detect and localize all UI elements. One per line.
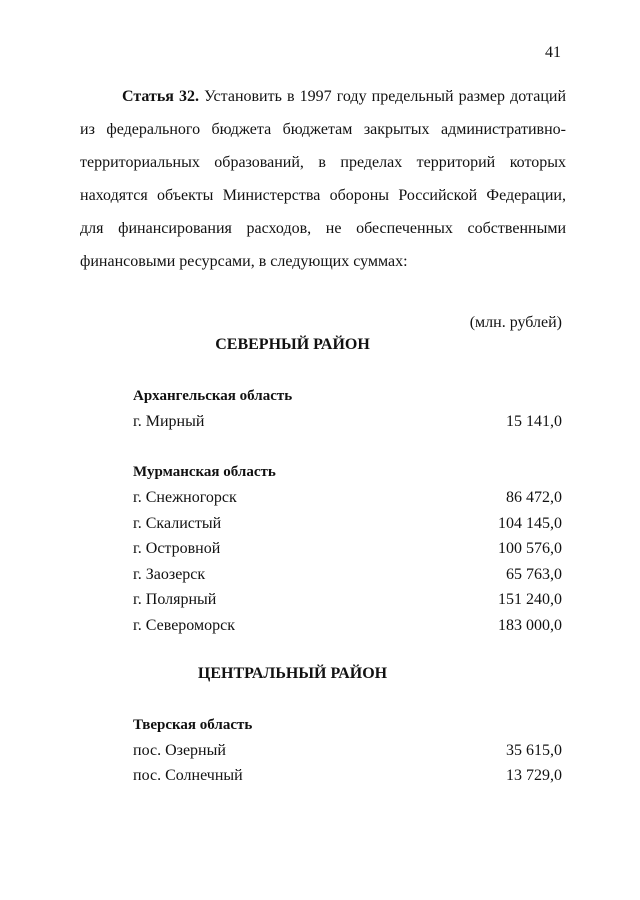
table-row — [133, 742, 562, 762]
table-row — [133, 617, 562, 637]
subsidy-amount: 151 240,0 — [498, 591, 562, 608]
article-text: Установить в 1997 году предельный размер дотаций из федерального бюджета бюджетам закрытых административно-территориальных образований, в пределах территорий которых находятся объекты Министерства обороны Российской Федерации, для финансирования расходов, не обеспеченных собственными финансовыми ресурсами, в следующих суммах: — [80, 88, 566, 270]
article-label: Статья 32. — [122, 88, 200, 105]
oblast-heading: Тверская область — [133, 717, 253, 733]
subsidy-amount: 35 615,0 — [506, 742, 562, 759]
settlement-name: пос. Озерный — [133, 742, 226, 759]
settlement-name: г. Заозерск — [133, 566, 206, 583]
settlement-name: г. Полярный — [133, 591, 217, 608]
settlement-name: г. Островной — [133, 540, 221, 557]
settlement-name: пос. Солнечный — [133, 767, 243, 784]
settlement-name: г. Снежногорск — [133, 489, 237, 506]
subsidy-amount: 15 141,0 — [506, 413, 562, 430]
table-row — [133, 515, 562, 535]
page-number: 41 — [545, 44, 561, 61]
subsidy-amount: 104 145,0 — [498, 515, 562, 532]
region-title-central: ЦЕНТРАЛЬНЫЙ РАЙОН — [197, 665, 388, 682]
subsidy-amount: 13 729,0 — [506, 767, 562, 784]
unit-label: (млн. рублей) — [469, 314, 562, 331]
oblast-heading: Архангельская область — [133, 388, 293, 404]
subsidy-amount: 100 576,0 — [498, 540, 562, 557]
subsidy-amount: 183 000,0 — [498, 617, 562, 634]
table-row — [133, 489, 562, 509]
table-row — [133, 767, 562, 787]
table-row — [133, 540, 562, 560]
table-row — [133, 413, 562, 433]
table-row — [133, 566, 562, 586]
settlement-name: г. Североморск — [133, 617, 235, 634]
settlement-name: г. Скалистый — [133, 515, 222, 532]
table-row — [133, 591, 562, 611]
settlement-name: г. Мирный — [133, 413, 205, 430]
subsidy-amount: 65 763,0 — [506, 566, 562, 583]
subsidy-amount: 86 472,0 — [506, 489, 562, 506]
oblast-heading: Мурманская область — [133, 464, 276, 480]
region-title-north: СЕВЕРНЫЙ РАЙОН — [215, 336, 370, 353]
article-paragraph — [80, 80, 566, 278]
